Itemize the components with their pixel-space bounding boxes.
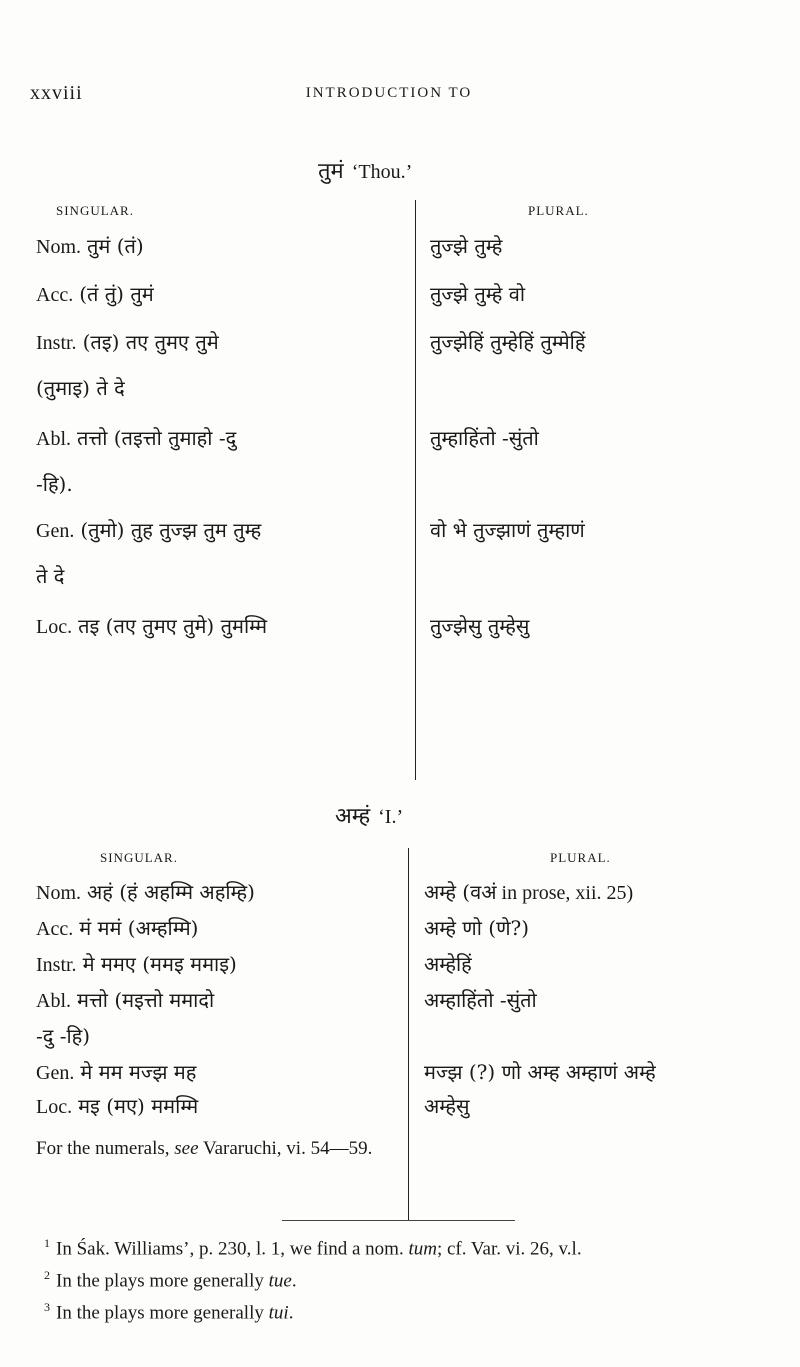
running-title: INTRODUCTION TO <box>305 85 473 101</box>
page-header <box>30 82 748 106</box>
thou-pl-abl: तुम्हाहिंतो -सुंतो <box>430 426 539 450</box>
i-sg-abl: Abl. मत्तो (मइत्तो ममादो <box>36 988 215 1012</box>
thou-pl-instr: तुज्झेहिं तुम्हेहिं तुम्मेहिं <box>430 330 586 354</box>
thou-pl-acc: तुज्झे तुम्हे वो <box>430 282 526 306</box>
i-sg-gen: Gen. मे मम मज्झ मह <box>36 1060 197 1084</box>
thou-sg-nom: Nom. तुमं (तं) <box>36 234 144 258</box>
thou-sg-gen-cont: ते दे <box>36 564 65 588</box>
thou-pl-nom: तुज्झे तुम्हे <box>430 234 503 258</box>
thou-sg-gen: Gen. (तुमो) तुह तुज्झ तुम तुम्ह <box>36 518 262 542</box>
thou-pl-loc: तुज्झेसु तुम्हेसु <box>430 614 530 638</box>
i-pl-loc: अम्हेसु <box>424 1094 470 1118</box>
i-column-divider <box>408 848 409 1220</box>
page-number: xxviii <box>30 82 83 104</box>
thou-singular-label: SINGULAR. <box>56 203 134 218</box>
thou-sg-loc: Loc. तइ (तए तुमए तुमे) तुमम्मि <box>36 614 268 638</box>
i-pl-gen: मज्झ (?) णो अम्ह अम्हाणं अम्हे <box>424 1060 656 1084</box>
i-plural-label: PLURAL. <box>550 850 611 865</box>
thou-sg-instr: Instr. (तइ) तए तुमए तुमे <box>36 330 219 354</box>
i-sg-instr: Instr. मे ममए (ममइ ममाइ) <box>36 952 237 976</box>
thou-sg-abl: Abl. तत्तो (तइत्तो तुमाहो -दु <box>36 426 237 450</box>
i-heading-word: अम्हं <box>335 804 371 829</box>
numerals-note: For the numerals, see Vararuchi, vi. 54—59. <box>36 1138 373 1159</box>
thou-plural-label: PLURAL. <box>528 203 589 218</box>
footnote-rule <box>282 1220 515 1221</box>
thou-sg-acc: Acc. (तं तुं) तुमं <box>36 282 154 306</box>
i-singular-label: SINGULAR. <box>100 850 178 865</box>
i-pl-instr: अम्हेहिं <box>424 952 472 976</box>
i-sg-abl-cont: -दु -हि) <box>36 1024 91 1048</box>
i-heading-gloss: ‘I.’ <box>378 806 404 828</box>
i-pl-acc: अम्हे णो (णे?) <box>424 916 530 940</box>
thou-sg-abl-cont: -हि). <box>36 472 73 496</box>
footnote-2: $^2$ In the plays more generally tue. <box>44 1268 297 1292</box>
i-sg-loc: Loc. मइ (मए) ममम्मि <box>36 1094 199 1118</box>
footnote-3: $^3$ In the plays more generally tui. <box>44 1300 294 1324</box>
i-pl-nom: अम्हे (वअं in prose, xii. 25) <box>424 880 634 904</box>
thou-sg-instr-cont: (तुमाइ) ते दे <box>36 376 125 400</box>
i-pl-abl: अम्हाहिंतो -सुंतो <box>424 988 537 1012</box>
i-sg-nom: Nom. अहं (हं अहम्मि अहम्हि) <box>36 880 255 904</box>
thou-column-divider <box>415 200 416 780</box>
thou-heading <box>318 155 412 185</box>
i-heading <box>335 800 403 830</box>
thou-pl-gen: वो भे तुज्झाणं तुम्हाणं <box>430 518 585 542</box>
thou-heading-gloss: ‘Thou.’ <box>351 161 413 183</box>
thou-heading-word: तुमं <box>318 159 344 184</box>
footnote-1: $^1$ In Śak. Williams’, p. 230, l. 1, we find a nom. tum; cf. Var. vi. 26, v.l. <box>44 1236 582 1260</box>
i-sg-acc: Acc. मं ममं (अम्हम्मि) <box>36 916 199 940</box>
